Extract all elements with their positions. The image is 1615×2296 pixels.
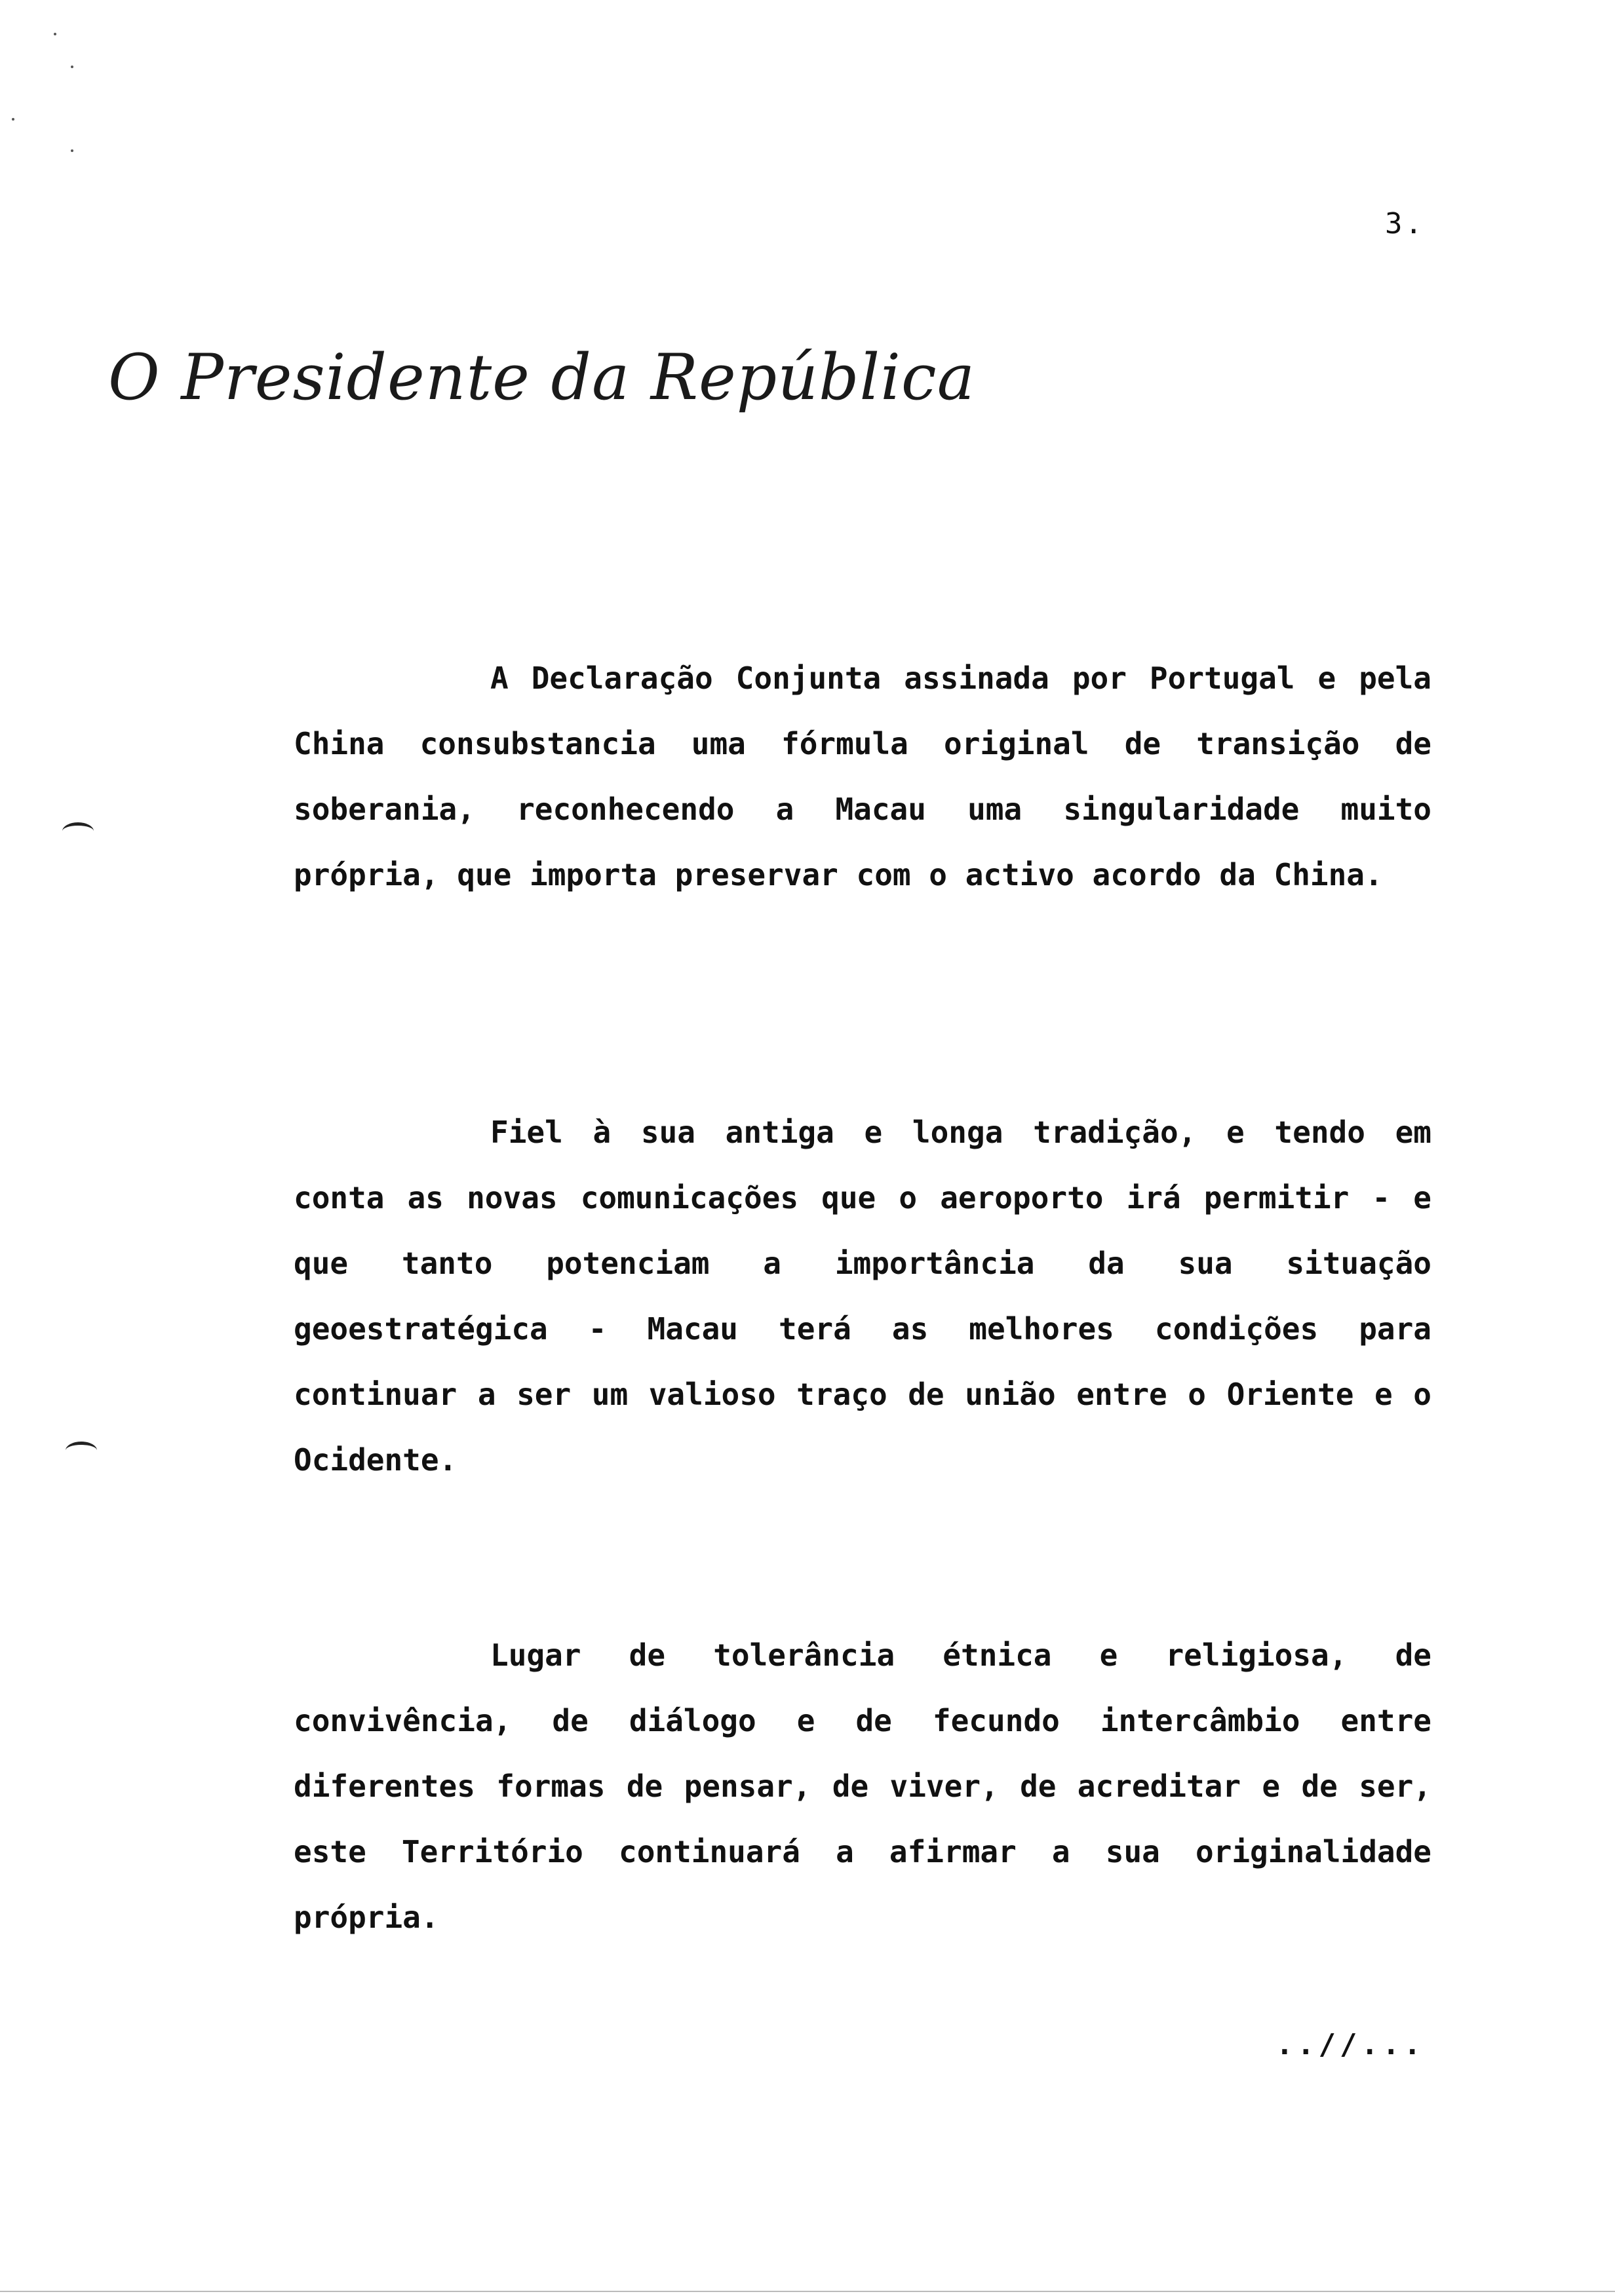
paragraph-3: Lugar de tolerância étnica e religiosa, de convivência, de diálogo e de fecundo intercâmbio entre diferentes formas de pensar, de viver, de acreditar e de ser, este Território continuará a afirmar a sua originalidade própria. <box>294 1637 1431 1935</box>
scan-speck <box>71 149 73 152</box>
punch-hole-mark <box>62 822 94 840</box>
continuation-marker: ..//... <box>1275 2028 1425 2061</box>
paragraph-1: A Declaração Conjunta assinada por Portugal e pela China consubstancia uma fórmula original de transição de soberania, reconhecendo a Macau uma singularidade muito própria, que importa preservar com o activo acordo da China. <box>294 660 1431 892</box>
scan-speck <box>54 33 56 35</box>
scan-speck <box>12 118 14 121</box>
punch-hole-mark <box>66 1442 97 1459</box>
letterhead-title: O Presidente da República <box>108 341 975 414</box>
page-number: 3. <box>1385 207 1425 240</box>
paragraph-2: Fiel à sua antiga e longa tradição, e tendo em conta as novas comunicações que o aeroporto irá permitir - e que tanto potenciam a importância da sua situação geoestratégica - Macau terá as melhores condições para continuar a ser um valioso traço de união entre o Oriente e o Ocidente. <box>294 1115 1431 1478</box>
scan-speck <box>71 66 73 68</box>
scan-edge-line <box>0 2291 1615 2292</box>
